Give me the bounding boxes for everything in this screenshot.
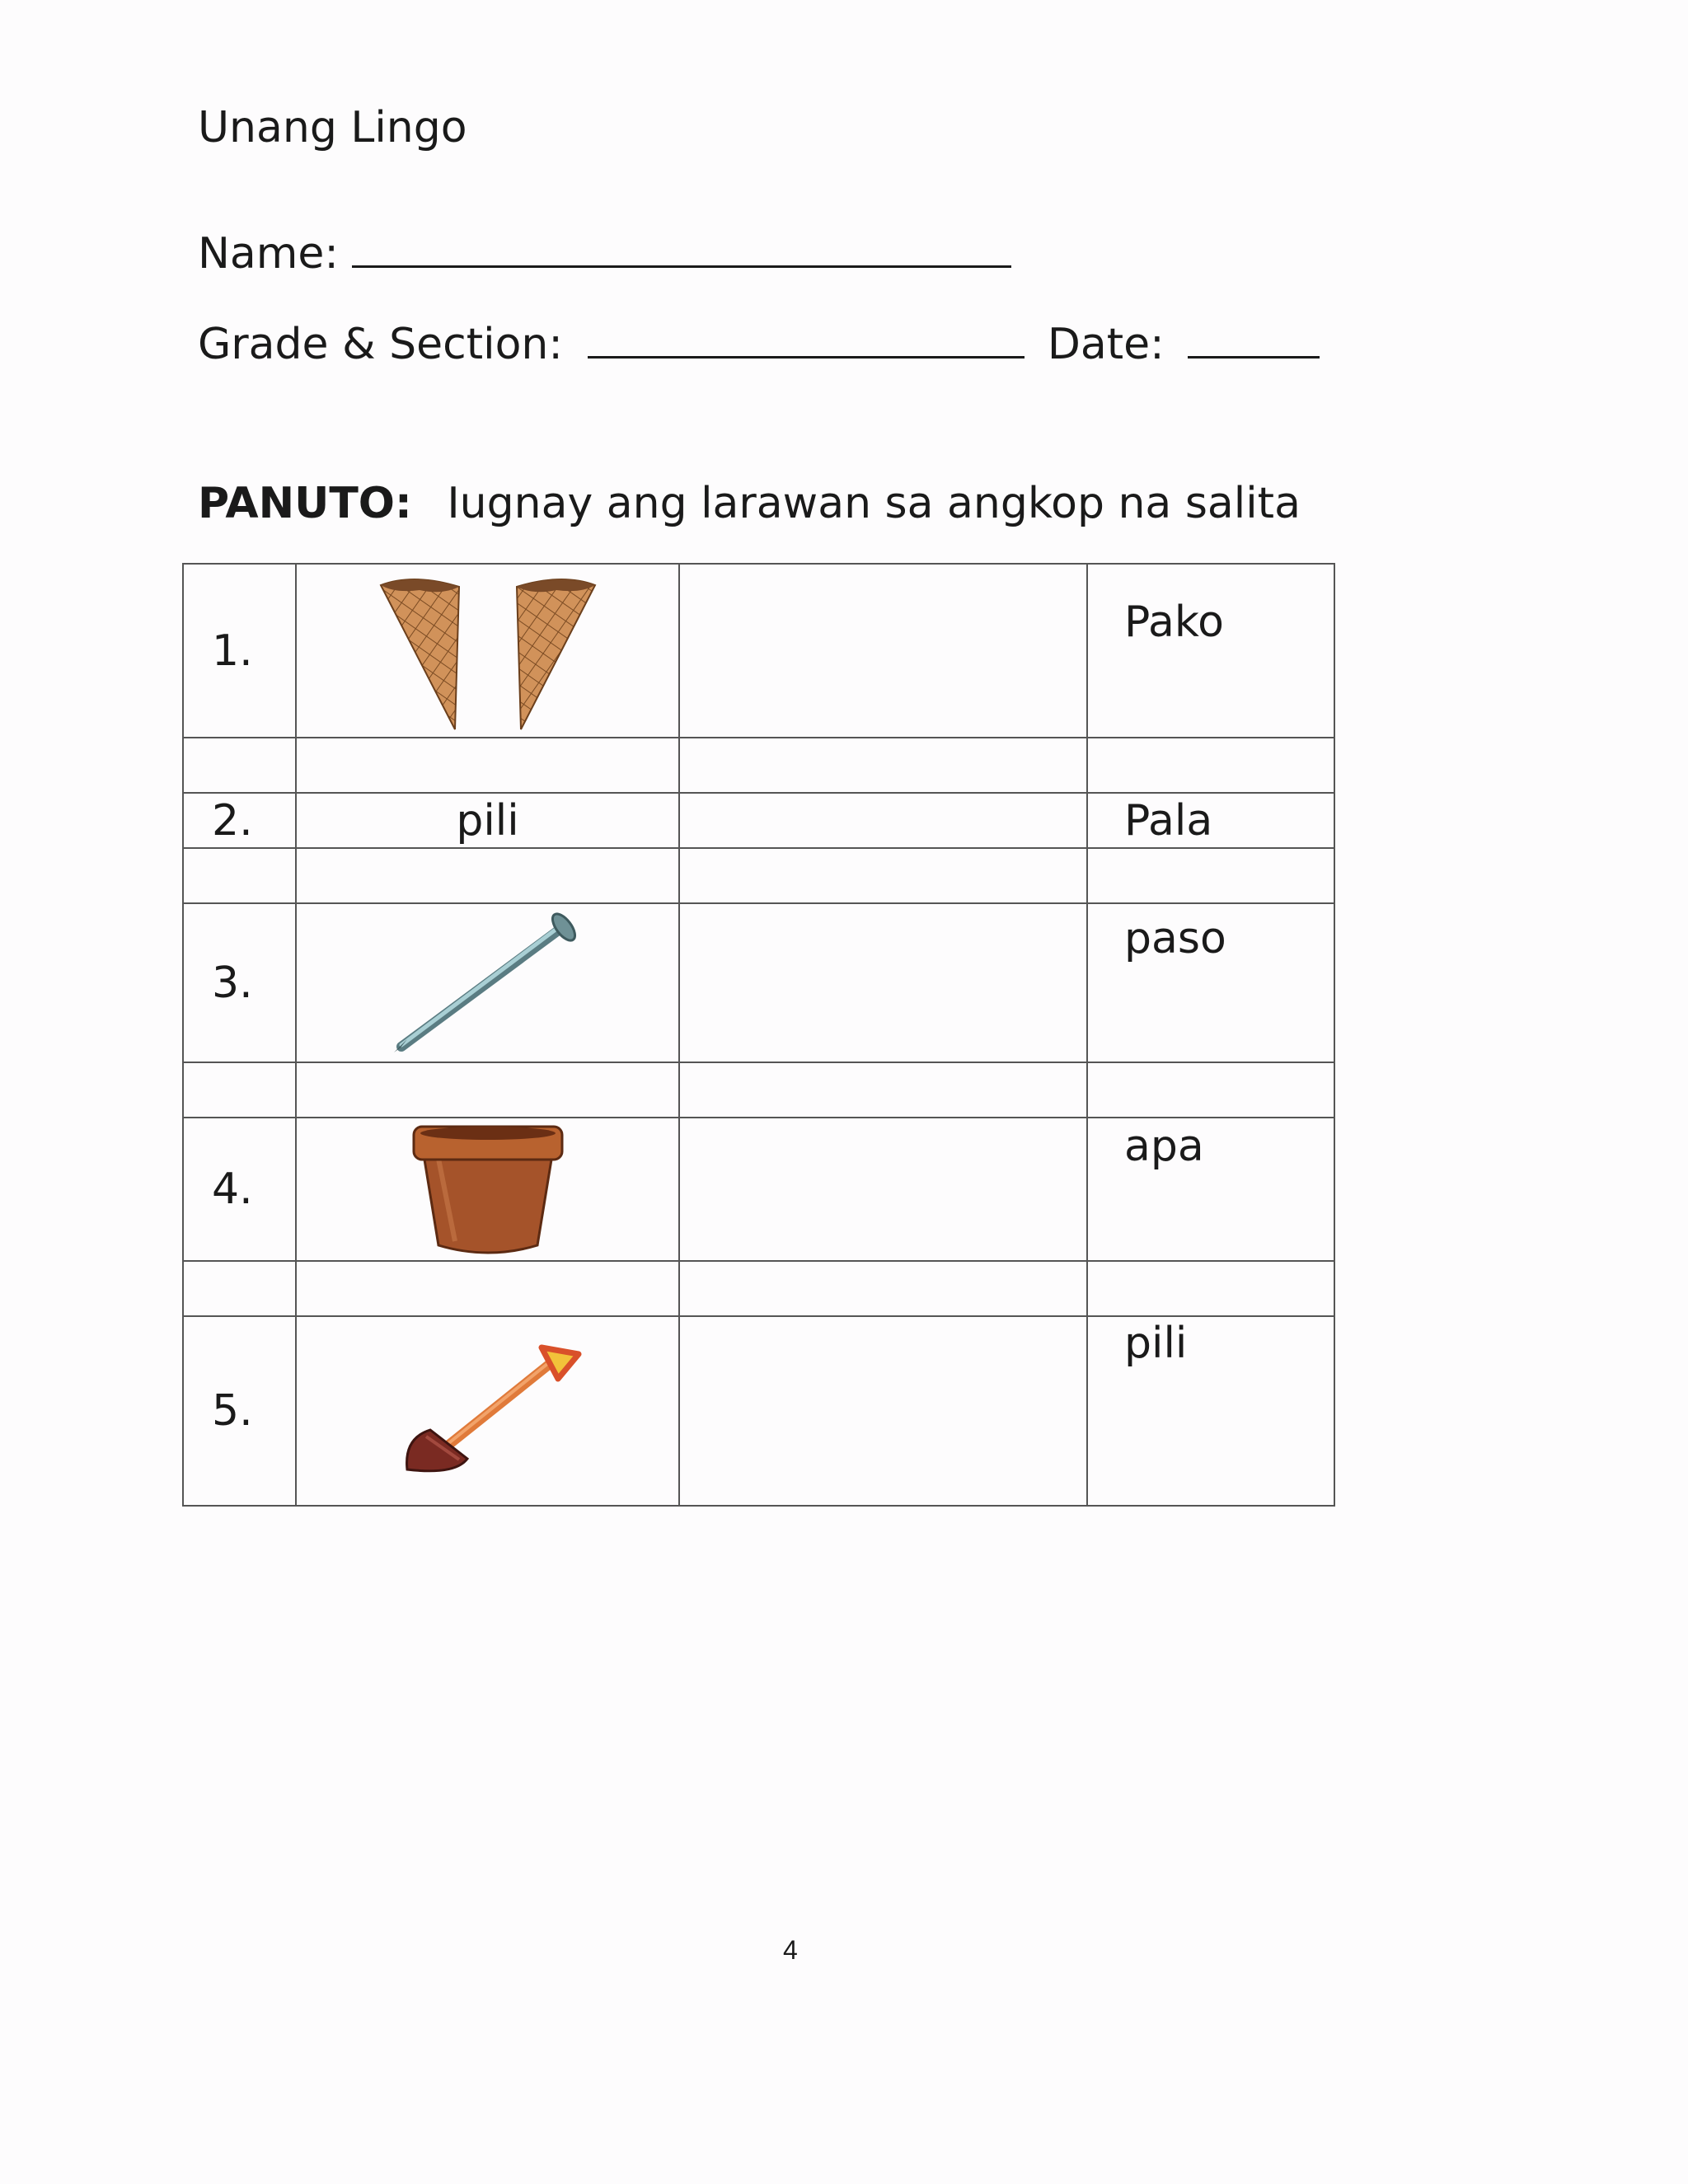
table-row: [183, 793, 1334, 848]
name-label: Name:: [198, 229, 339, 279]
week-title: Unang Lingo: [198, 103, 467, 152]
picture-word: pili: [296, 793, 679, 848]
table-row: [183, 564, 1334, 738]
ice-cream-cones-icon: [377, 569, 599, 733]
match-area[interactable]: [679, 1316, 1087, 1506]
item-number: 4.: [183, 1118, 296, 1261]
spacer-row: [183, 848, 1334, 903]
shovel-icon: [389, 1339, 587, 1483]
page-number: 4: [783, 1935, 798, 1965]
name-blank[interactable]: [352, 224, 1011, 268]
spacer-row: [183, 738, 1334, 793]
match-area[interactable]: [679, 1118, 1087, 1261]
picture-cell: [296, 903, 679, 1062]
answer-word: pili: [1087, 1316, 1334, 1506]
grade-section-row: [198, 315, 1320, 373]
answer-word: Pako: [1087, 564, 1334, 738]
item-number: 3.: [183, 903, 296, 1062]
picture-cell: [296, 1118, 679, 1261]
nail-icon: [389, 911, 587, 1055]
match-area[interactable]: [679, 564, 1087, 738]
spacer-row: [183, 1062, 1334, 1118]
answer-word: apa: [1087, 1118, 1334, 1261]
item-number: 5.: [183, 1316, 296, 1506]
name-row: [198, 224, 1011, 283]
instruction-label: PANUTO:: [198, 479, 412, 528]
instruction-text: Iugnay ang larawan sa angkop na salita: [447, 479, 1301, 528]
match-area[interactable]: [679, 903, 1087, 1062]
grade-section-blank[interactable]: [588, 315, 1025, 359]
table-row: [183, 903, 1334, 1062]
table-row: [183, 1316, 1334, 1506]
picture-cell: [296, 1316, 679, 1506]
picture-cell: [296, 564, 679, 738]
grade-section-label: Grade & Section:: [198, 320, 563, 369]
instruction: [198, 475, 1301, 532]
matching-table: [182, 563, 1335, 1507]
date-blank[interactable]: [1188, 315, 1320, 359]
spacer-row: [183, 1261, 1334, 1316]
flower-pot-icon: [406, 1122, 570, 1258]
table-row: [183, 1118, 1334, 1261]
answer-word: paso: [1087, 903, 1334, 1062]
date-label: Date:: [1047, 320, 1165, 369]
answer-word: Pala: [1087, 793, 1334, 848]
match-area[interactable]: [679, 793, 1087, 848]
item-number: 2.: [183, 793, 296, 848]
item-number: 1.: [183, 564, 296, 738]
